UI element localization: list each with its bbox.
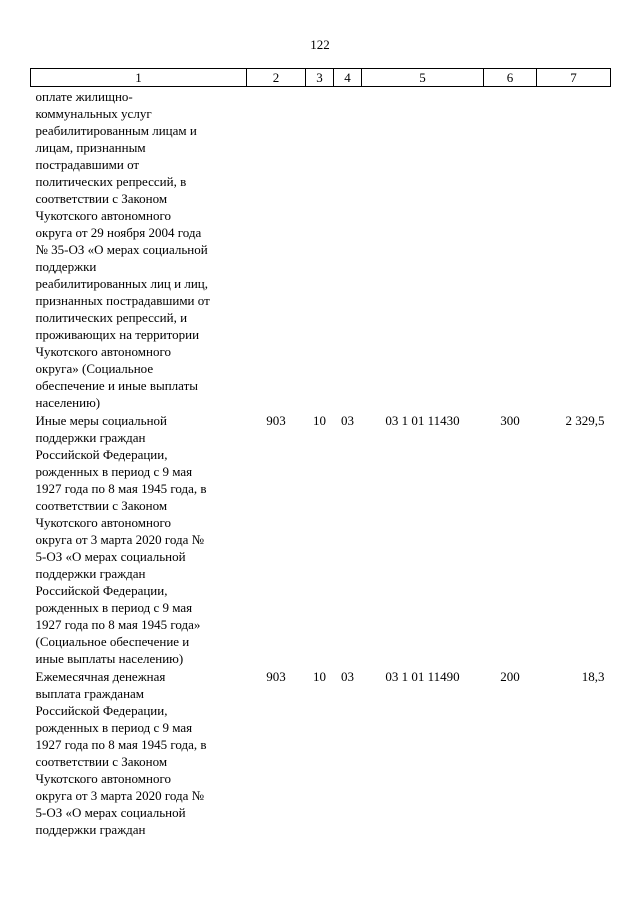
- row-expense-type: [484, 87, 537, 412]
- row-section-code: 10: [313, 669, 326, 684]
- column-header-1: 1: [31, 69, 247, 87]
- column-header-7: 7: [537, 69, 611, 87]
- row-subsection-code: [334, 87, 362, 412]
- row-section-code: 10: [313, 413, 326, 428]
- table-row: [31, 411, 611, 667]
- row-amount: [537, 87, 611, 412]
- page-number: 122: [310, 37, 330, 52]
- column-header-4: 4: [334, 69, 362, 87]
- row-target-code: 03 1 01 11430: [385, 413, 460, 428]
- column-header-2: 2: [247, 69, 306, 87]
- table-header-row: [31, 69, 611, 87]
- column-header-5: 5: [362, 69, 484, 87]
- row-target-code: 03 1 01 11490: [385, 669, 460, 684]
- row-subsection-code: 03: [341, 669, 354, 684]
- row-ministry-code: 903: [266, 669, 286, 684]
- budget-table: [30, 68, 611, 838]
- column-header-6: 6: [484, 69, 537, 87]
- row-expense-type: 300: [500, 413, 520, 428]
- row-ministry-code: [247, 87, 306, 412]
- row-name: Иные меры социальной поддержки граждан Российской Федерации, рожденных в период с 9 мая 1927 года по 8 мая 1945 года, в соответствии с Законом Чукотского автономного округа от 3 марта 2020 года № 5-ОЗ «О мерах социальной поддержки граждан Российской Федерации, рожденных в период с 9 мая 1927 года по 8 мая 1945 года» (Социальное обеспечение и иные выплаты населению): [35, 413, 207, 666]
- row-name: оплате жилищно- коммунальных услуг реабилитированным лицам и лицам, признанным пострадавшими от политических репрессий, в соответствии с Законом Чукотского автономного округа от 29 ноября 2004 года № 35-ОЗ «О мерах социальной поддержки реабилитированных лиц и лиц, признанных пострадавшими от политических репрессий, и проживающих на территории Чукотского автономного округа» (Социальное обеспечение и иные выплаты населению): [35, 89, 210, 410]
- row-amount: 18,3: [581, 669, 605, 684]
- row-target-code: [362, 87, 484, 412]
- table-row: [31, 667, 611, 838]
- row-amount: 2 329,5: [565, 413, 605, 428]
- row-name: Ежемесячная денежная выплата гражданам Российской Федерации, рожденных в период с 9 мая 1927 года по 8 мая 1945 года, в соответствии с Законом Чукотского автономного округа от 3 марта 2020 года № 5-ОЗ «О мерах социальной поддержки граждан: [35, 669, 207, 837]
- row-section-code: [306, 87, 334, 412]
- column-header-3: 3: [306, 69, 334, 87]
- row-expense-type: 200: [500, 669, 520, 684]
- table-row: [31, 87, 611, 412]
- row-subsection-code: 03: [341, 413, 354, 428]
- row-ministry-code: 903: [266, 413, 286, 428]
